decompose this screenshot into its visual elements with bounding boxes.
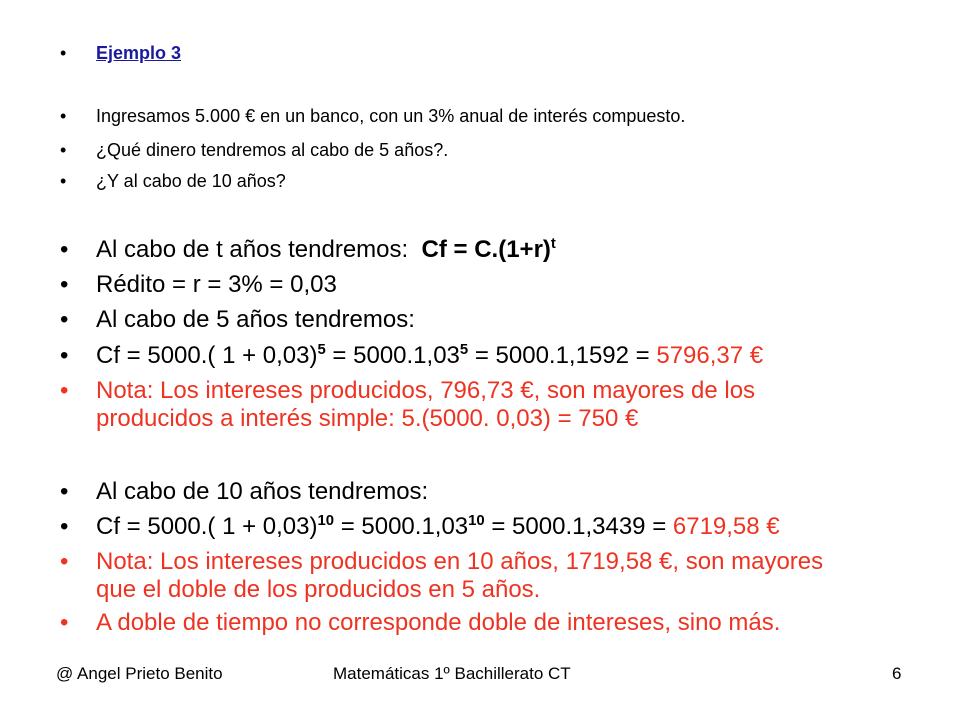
conclusion-text: A doble de tiempo no corresponde doble de intereses, sino más. [96,609,781,636]
ten-years-heading-text: Al cabo de 10 años tendremos: [96,478,429,505]
note-line-1: Nota: Los intereses producidos, 796,73 €, son mayores de los [96,377,756,404]
formula-text [96,236,556,264]
footer-author: @ Angel Prieto Benito [56,664,223,683]
five-years-result: 5796,37 € [656,342,764,369]
calc-part: Cf = 5000.( 1 + 0,03) [96,342,318,369]
calc-part: = 5000.1,03 [334,513,469,540]
footer-course: Matemáticas 1º Bachillerato CT [333,664,571,683]
bullet: • [60,106,67,126]
calc-part: = 5000.1,03 [325,342,460,369]
note-line-2: que el doble de los producidos en 5 años. [96,576,541,603]
bullet: • [60,342,69,369]
problem-text-3: ¿Y al cabo de 10 años? [96,171,286,191]
ten-years-result: 6719,58 € [672,513,780,540]
bullet: • [60,271,69,298]
redito-text: Rédito = r = 3% = 0,03 [96,271,337,298]
bullet: • [60,478,69,505]
bullet: • [60,236,69,263]
bullet: • [60,140,67,160]
calc-part: Cf = 5000.( 1 + 0,03) [96,513,318,540]
slide-title: Ejemplo 3 [96,43,182,63]
ten-years-note-text [96,548,823,604]
calc-part: = 5000.1,3439 = [484,513,673,540]
five-years-heading-text: Al cabo de 5 años tendremos: [96,306,415,333]
note-line-1: Nota: Los intereses producidos en 10 años, 1719,58 €, son mayores [96,548,824,575]
calc-exponent: 5 [317,342,326,358]
calc-exponent: 10 [317,513,335,529]
problem-text-2: ¿Qué dinero tendremos al cabo de 5 años?. [96,140,449,160]
note-line-2: producidos a interés simple: 5.(5000. 0,03) = 750 € [96,405,639,432]
formula-exponent: t [550,236,556,252]
problem-text-1: Ingresamos 5.000 € en un banco, con un 3% anual de interés compuesto. [96,106,686,126]
formula-base: Cf = C.(1+r) [421,236,551,263]
five-years-note-text [96,377,755,433]
bullet: • [60,548,69,575]
footer-page-number: 6 [892,664,902,683]
bullet: • [60,171,67,191]
bullet: • [60,609,69,636]
formula-intro: Al cabo de t años tendremos: [96,236,409,263]
bullet: • [60,306,69,333]
calc-exponent: 10 [468,513,485,529]
bullet: • [60,43,67,63]
five-years-calc-text [96,342,763,370]
calc-exponent: 5 [459,342,469,358]
calc-part: = 5000.1,1592 = [468,342,657,369]
bullet: • [60,513,69,540]
ten-years-calc-text [96,513,780,541]
bullet: • [60,377,69,404]
compound-formula [422,236,556,263]
